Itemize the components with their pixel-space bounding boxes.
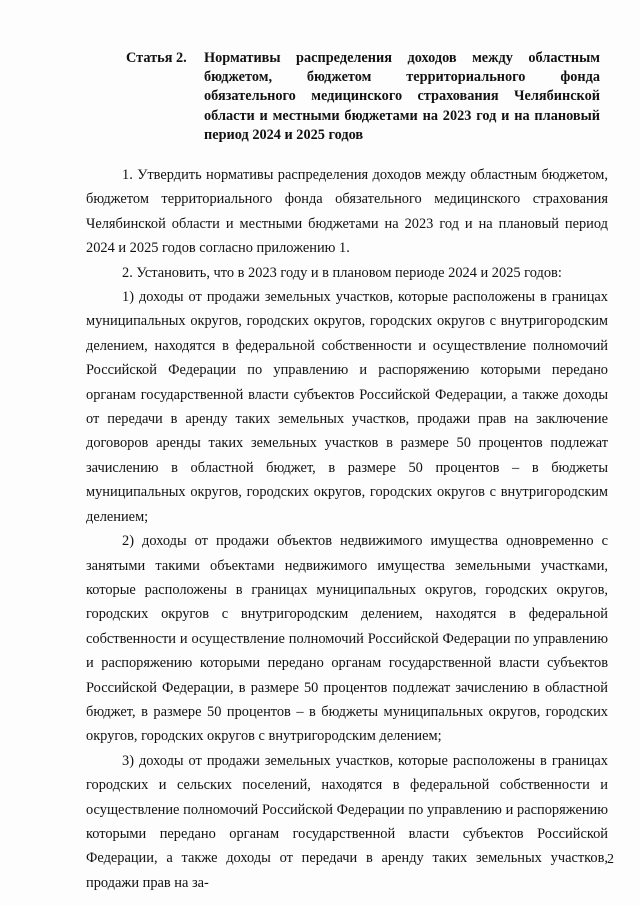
- paragraph-item-2: 2) доходы от продажи объектов недвижимого имущества одновременно с занятыми такими объектами недвижимого имущества земельными участками, которые расположены в границах муниципальных округов, городских округов, городских округов с внутригородским делением, находятся в федеральной собственности и осуществление полномочий Российской Федерации по управлению и распоряжению которыми передано органам государственной власти субъектов Российской Федерации, в размере 50 процентов подлежат зачислению в областной бюджет, в размере 50 процентов – в бюджеты муниципальных округов, городских округов, городских округов с внутригородским делением;: [86, 533, 608, 745]
- article-body: [86, 163, 608, 895]
- paragraph-establish: 2. Установить, что в 2023 году и в плановом периоде 2024 и 2025 годов:: [122, 264, 562, 281]
- page-number: 2: [607, 852, 614, 867]
- article-heading: [126, 49, 600, 145]
- article-title: Нормативы распределения доходов между областным бюджетом, бюджетом территориального фонда обязательного медицинского страхования Челябинской области и местными бюджетами на 2023 год и на плановый период 2024 и 2025 годов: [204, 50, 600, 143]
- paragraph-item-3: 3) доходы от продажи земельных участков, которые расположены в границах городских и сельских поселений, находятся в федеральной собственности и осуществление полномочий Российской Федерации по управлению и распоряжению которыми передано органам государственной власти субъектов Российской Федерации, а также доходы от передачи в аренду таких земельных участков, продажи прав на за-: [86, 752, 608, 891]
- paragraph-approve-norms: 1. Утвердить нормативы распределения доходов между областным бюджетом, бюджетом территориального фонда обязательного медицинского страхования Челябинской области и местными бюджетами на 2023 год и на плановый период 2024 и 2025 годов согласно приложению 1.: [86, 167, 608, 257]
- article-number: Статья 2.: [126, 50, 187, 66]
- paragraph-item-1: 1) доходы от продажи земельных участков, которые расположены в границах муниципальных округов, городских округов, городских округов с внутригородским делением, находятся в федеральной собственности и осуществление полномочий Российской Федерации по управлению и распоряжению которыми передано органам государственной власти субъектов Российской Федерации, а также доходы от передачи в аренду таких земельных участков, продажи прав на заключение договоров аренды таких земельных участков в размере 50 процентов подлежат зачислению в областной бюджет, в размере 50 процентов – в бюджеты муниципальных округов, городских округов, городских округов с внутригородским делением;: [86, 289, 608, 525]
